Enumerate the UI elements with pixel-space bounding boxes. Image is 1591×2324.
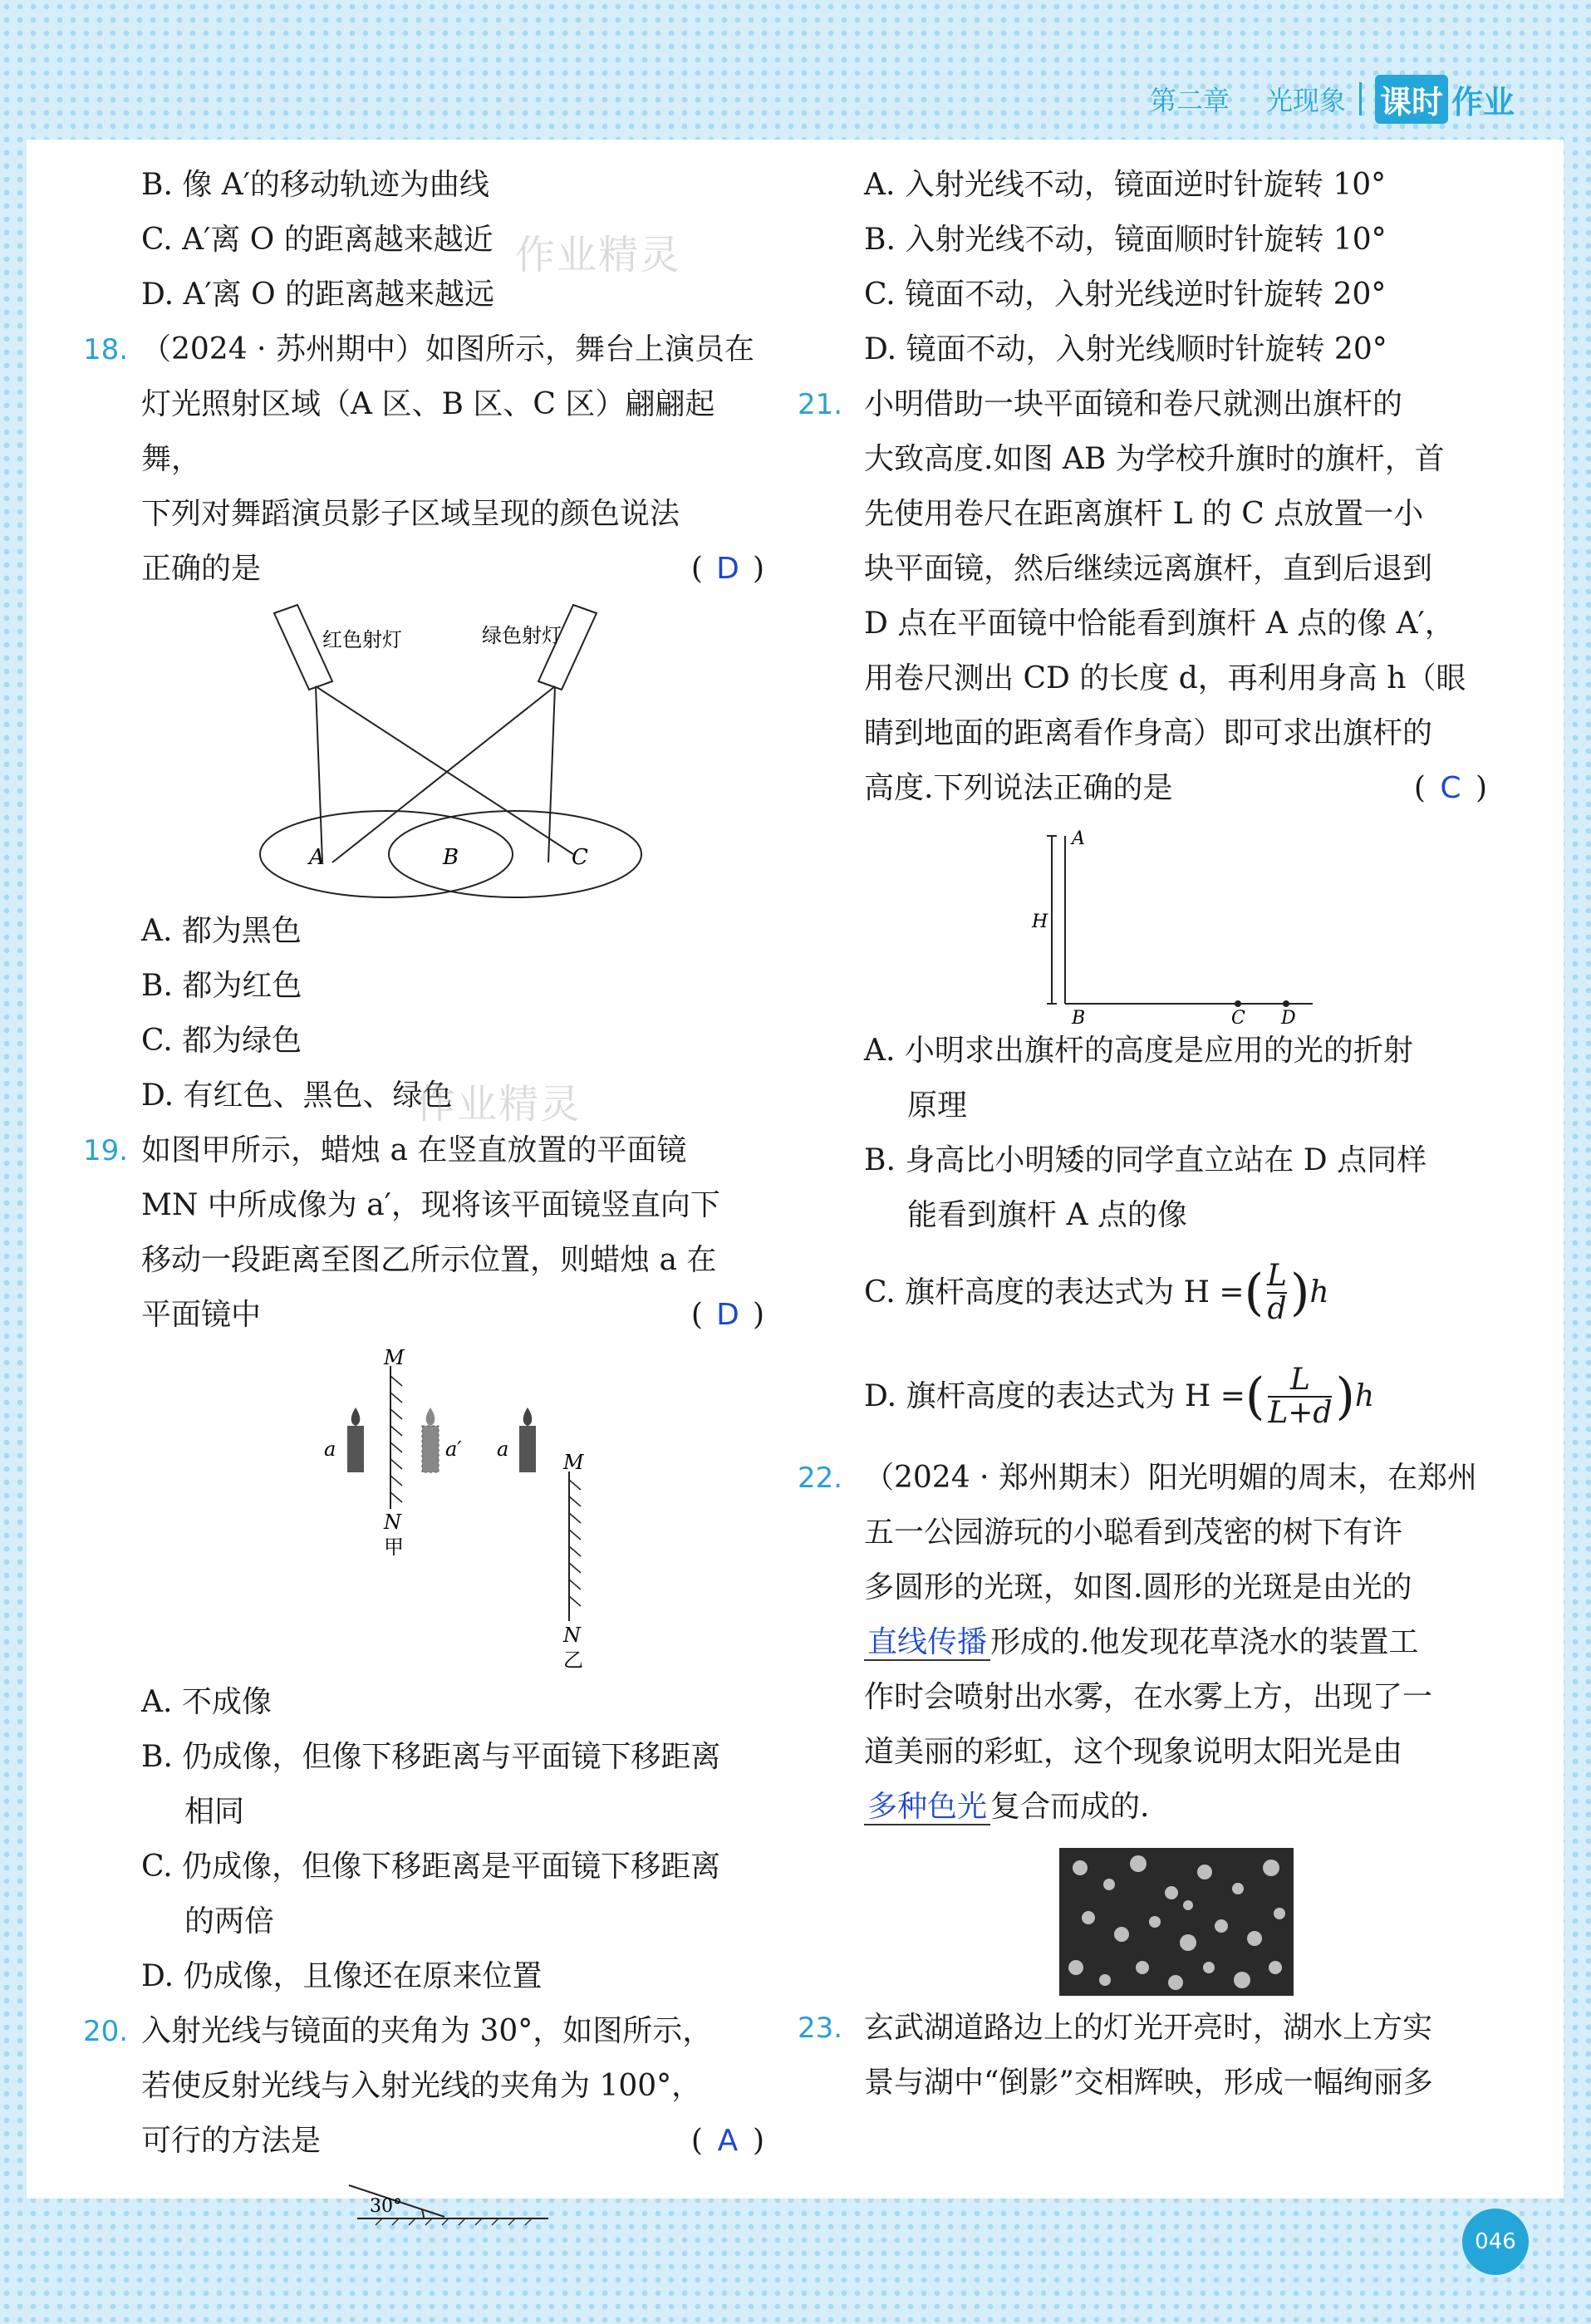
figure-jia-label: 甲 (384, 1535, 404, 1559)
q20-option-b: B. 入射光线不动，镜面顺时针旋转 10° (864, 223, 1387, 257)
header-divider (1359, 82, 1362, 115)
answer-bracket: ( D ) (691, 1288, 764, 1343)
q19-option-b: B. 仍成像，但像下移距离与平面镜下移距离 相同 (141, 1740, 721, 1829)
q21-option-b: B. 身高比小明矮的同学直立站在 D 点同样 能看到旗杆 A 点的像 (864, 1143, 1427, 1232)
watermark: 作业精灵 (515, 232, 682, 278)
q20-line: 若使反射光线与入射光线的夹角为 100°， (141, 2069, 702, 2103)
candle-mirror-diagram (83, 1343, 764, 1675)
q19-line: 平面镜中 ( D ) (141, 1288, 764, 1343)
chapter-label: 第二章 (1149, 85, 1230, 116)
candle-mirror-figure (83, 1343, 764, 1675)
question-21 (798, 377, 1487, 816)
candle-a-jia (347, 1426, 364, 1472)
q18-option-c: C. 都为绿色 (141, 1024, 302, 1058)
q19-option-d: D. 仍成像，且像还在原来位置 (141, 1959, 543, 1993)
question-number: 23. (798, 2012, 843, 2045)
candle-a-yi (519, 1426, 536, 1472)
question-18 (83, 322, 764, 597)
q21-line: 大致高度.如图 AB 为学校升旗时的旗杆，首 (864, 442, 1445, 476)
q20-option-a: A. 入射光线不动，镜面逆时针旋转 10° (864, 168, 1387, 202)
q21-line: 先使用卷尺在距离旗杆 L 的 C 点放置一小 (864, 497, 1424, 531)
q20-line: 入射光线与镜面的夹角为 30°，如图所示， (141, 2014, 713, 2048)
question-23: 23. 玄武湖道路边上的灯光开亮时，湖水上方实 景与湖中“倒影”交相辉映，形成一幅绚丽多 (823, 2001, 1487, 2110)
mirror-n-label-jia: N (384, 1511, 401, 1534)
q17-option-b: B. 像 A′的移动轨迹为曲线 (141, 168, 489, 202)
question-19 (83, 1123, 764, 1343)
fraction-l-over-d: $\frac{L}{d}$ (1267, 1259, 1287, 1326)
flagpole-diagram (823, 816, 1487, 1024)
stage-lights-figure (83, 597, 764, 904)
q20-option-d: D. 镜面不动，入射光线顺时针旋转 20° (864, 332, 1387, 366)
answer-value: C (1440, 771, 1461, 805)
question-number: 18. (83, 333, 129, 366)
figure-yi-label: 乙 (563, 1648, 583, 1672)
candle-a-label-jia: a (324, 1437, 336, 1461)
page-header (1150, 70, 1515, 128)
point-c-label: C (1231, 1008, 1245, 1024)
answer-bracket: ( A ) (691, 2114, 764, 2169)
q21-option-d: D. 旗杆高度的表达式为 H = ( $\frac{L}{L+d}$ ) h (864, 1363, 1375, 1430)
region-b-label: B (443, 845, 459, 870)
region-a-label: A (309, 845, 325, 870)
answer-value: D (716, 1298, 739, 1332)
q20-option-c: C. 镜面不动，入射光线逆时针旋转 20° (864, 278, 1387, 312)
q18-option-a: A. 都为黑色 (141, 914, 302, 948)
green-lamp-label: 绿色射灯 (482, 624, 562, 647)
answer-value: D (716, 552, 739, 586)
flagpole-figure (823, 816, 1487, 1024)
mirror-n-label-yi: N (563, 1624, 581, 1647)
fraction-l-over-l-plus-d: $\frac{L}{L+d}$ (1268, 1363, 1333, 1430)
question-number: 20. (83, 2015, 129, 2048)
topic-label: 光现象 (1265, 85, 1346, 116)
q19-option-a: A. 不成像 (141, 1685, 272, 1719)
q21-option-c: C. 旗杆高度的表达式为 H = ( $\frac{L}{d}$ ) h (864, 1259, 1329, 1326)
q19-line: MN 中所成像为 a′，现将该平面镜竖直向下 (141, 1188, 720, 1222)
q19-option-c: C. 仍成像，但像下移距离是平面镜下移距离 的两倍 (141, 1850, 721, 1938)
height-h-label: H (1032, 911, 1048, 932)
question-number: 19. (83, 1134, 129, 1167)
mirror-m-label-yi: M (563, 1451, 584, 1474)
brand-logo: 课时 作业 (1375, 75, 1515, 124)
mirror-m-label-jia: M (384, 1346, 405, 1369)
q18-option-b: B. 都为红色 (141, 969, 302, 1003)
q21-option-a: A. 小明求出旗杆的高度是应用的光的折射 原理 (864, 1034, 1413, 1123)
point-b-label: B (1072, 1008, 1086, 1024)
question-20 (83, 2004, 764, 2169)
stage-lights-diagram (83, 597, 764, 904)
question-number: 21. (798, 388, 843, 421)
left-column (83, 158, 764, 2227)
image-a-prime-label: a′ (445, 1437, 462, 1461)
question-number: 22. (798, 1462, 843, 1495)
q21-line: 块平面镜，然后继续远离旗杆，直到后退到 (864, 552, 1433, 586)
q19-line: 移动一段距离至图乙所示位置，则蜡烛 a 在 (141, 1243, 717, 1277)
q18-line: 下列对舞蹈演员影子区域呈现的颜色说法 (141, 497, 680, 531)
point-d-label: D (1281, 1008, 1296, 1024)
answer-bracket: ( D ) (691, 542, 764, 597)
q18-option-d: D. 有红色、黑色、绿色 (141, 1078, 453, 1113)
q19-line: 如图甲所示，蜡烛 a 在竖直放置的平面镜 (141, 1133, 687, 1167)
q17-option-c: C. A′离 O 的距离越来越近 (141, 223, 494, 257)
answer-value: A (717, 2124, 739, 2158)
q21-line: 高度.下列说法正确的是 ( C ) (864, 761, 1487, 816)
candle-a-label-yi: a (497, 1437, 509, 1461)
candle-image-a-prime (422, 1426, 439, 1472)
question-22: 22. （2024 · 郑州期末）阳光明媚的周末，在郑州 五一公园游玩的小聪看到茂密的树下有许 多圆形的光斑，如图.圆形的光斑是由光的 直线传播 形成的.他发现花草浇水的装置工 作时会喷射出水雾，在水雾上方，出现了一 道美丽的彩虹，这个现象说明太阳光是由 多种色光 复合而成的. (823, 1451, 1487, 1835)
q21-line: 用卷尺测出 CD 的长度 d，再利用身高 h（眼 (864, 661, 1466, 695)
q18-line: 正确的是 ( D ) (141, 542, 764, 597)
point-a-label: A (1072, 828, 1085, 849)
light-spots-photo (823, 1835, 1487, 2001)
region-c-label: C (572, 845, 588, 870)
angle-label: 30° (370, 2196, 402, 2217)
incident-angle-figure (83, 2169, 764, 2227)
answer-blank-1: 直线传播 (864, 1625, 990, 1661)
q21-line: 小明借助一块平面镜和卷尺就测出旗杆的 (864, 387, 1403, 421)
q18-line: （2024 · 苏州期中）如图所示，舞台上演员在 (141, 332, 754, 366)
answer-blank-2: 多种色光 (864, 1790, 990, 1825)
watermark: 作业精灵 (415, 1081, 582, 1128)
q17-option-d: D. A′离 O 的距离越来越远 (141, 278, 495, 312)
answer-bracket: ( C ) (1414, 761, 1487, 816)
incident-angle-diagram (83, 2169, 764, 2227)
red-lamp-label: 红色射灯 (322, 628, 402, 651)
right-column (798, 158, 1487, 2110)
q20-line: 可行的方法是 ( A ) (141, 2114, 764, 2169)
q18-line: 灯光照射区域（A 区、B 区、C 区）翩翩起舞， (141, 387, 715, 476)
q21-line: D 点在平面镜中恰能看到旗杆 A 点的像 A′， (864, 607, 1455, 641)
page-number-badge: 046 (1462, 2209, 1529, 2275)
q21-line: 睛到地面的距离看作身高）即可求出旗杆的 (864, 716, 1433, 750)
light-spots-photo-container (823, 1835, 1487, 2001)
